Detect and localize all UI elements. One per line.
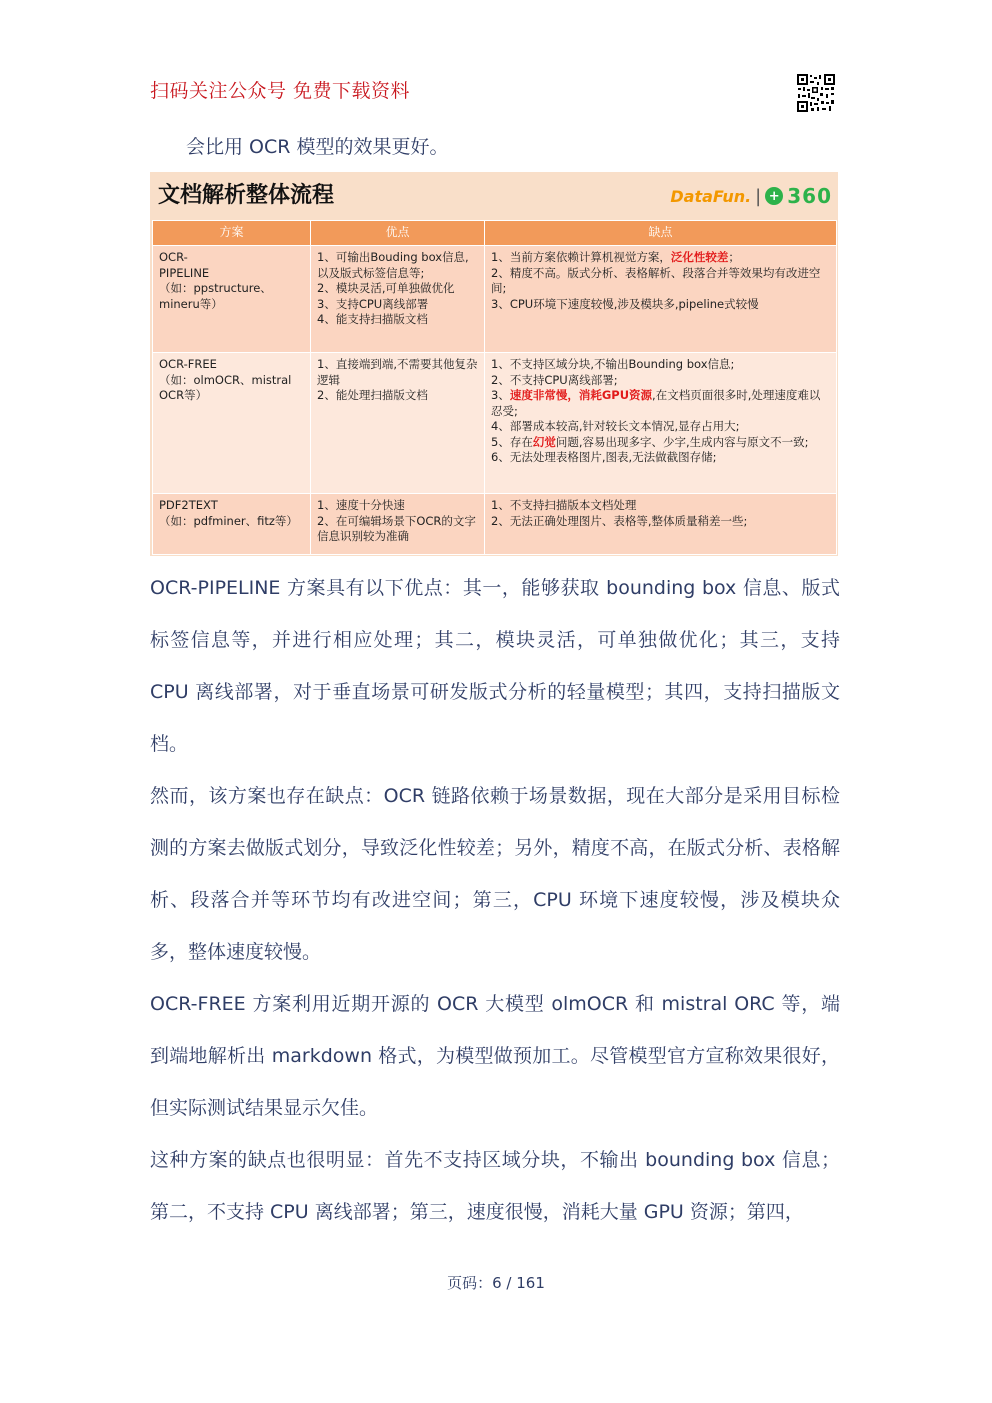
table-row — [153, 353, 837, 494]
highlight-text: 泛化性较差 — [670, 250, 729, 264]
pros-cell — [311, 494, 485, 555]
highlight-text: 速度非常慢，消耗GPU资源 — [509, 388, 653, 402]
cell-text-part: ； — [728, 250, 740, 264]
datafun-logo: DataFun. — [670, 186, 752, 206]
cell-text: （如：olmOCR、mistral OCR等） — [159, 372, 292, 402]
scheme-cell — [153, 246, 311, 353]
pros-cell — [311, 353, 485, 494]
cell-text — [491, 388, 830, 419]
qr-code-icon — [796, 73, 836, 113]
360-plus-icon: + — [765, 187, 783, 205]
body-paragraph: 这种方案的缺点也很明显：首先不支持区域分块，不输出 bounding box 信息；第二，不支持 CPU 离线部署；第三，速度很慢，消耗大量 GPU 资源；第四， — [150, 1149, 840, 1223]
cell-text: （如：ppstructure、 — [159, 281, 272, 295]
cell-text-part: ,在文档页面很多时,处理速度难以忍受; — [491, 388, 821, 418]
body-paragraph: 然而，该方案也存在缺点：OCR 链路依赖于场景数据，现在大部分是采用目标检测的方案去做版式划分，导致泛化性较差；另外，精度不高，在版式分析、表格解析、段落合并等环节均有改进空间；第三，CPU 环境下速度较慢，涉及模块众多，整体速度较慢。 — [150, 785, 840, 963]
cons-cell — [485, 353, 837, 494]
cell-text-part: 5、存在 — [491, 434, 533, 449]
cell-text: 1、可输出Bouding box信息,以及版式标签信息等; — [317, 250, 469, 280]
cell-text: 1、不支持区域分块,不输出Bounding box信息; — [491, 357, 735, 371]
logo-separator: | — [755, 185, 762, 207]
column-header: 方案 — [153, 221, 311, 246]
cell-text: 3、支持CPU离线部署 — [317, 296, 429, 311]
slide-title: 文档解析整体流程 — [158, 183, 335, 208]
page-number: 页码：6 / 161 — [447, 1274, 545, 1292]
cell-text: PIPELINE — [159, 265, 210, 280]
scheme-cell — [153, 494, 311, 555]
cell-text: 1、直接端到端,不需要其他复杂逻辑 — [317, 357, 478, 387]
cell-text: 1、速度十分快速 — [317, 498, 405, 512]
cell-text: 3、CPU环境下速度较慢,涉及模块多,pipeline式较慢 — [491, 296, 759, 311]
360-logo: 360 — [787, 184, 832, 208]
slide-logo — [670, 184, 832, 208]
cell-text: 2、无法正确处理图片、表格等,整体质量稍差一些; — [491, 513, 748, 528]
cell-text: 2、能处理扫描版文档 — [317, 388, 428, 402]
comparison-table — [152, 220, 837, 555]
cell-text: OCR- — [159, 250, 188, 264]
cell-text: 2、不支持CPU离线部署; — [491, 372, 618, 387]
highlight-text: 幻觉 — [532, 434, 556, 449]
cons-cell — [485, 246, 837, 353]
cell-text: OCR-FREE — [159, 357, 217, 371]
body-paragraph: OCR-PIPELINE 方案具有以下优点：其一，能够获取 bounding box 信息、版式标签信息等，并进行相应处理；其二，模块灵活，可单独做优化；其三，支持 CPU 离线部署，对于垂直场景可研发版式分析的轻量模型；其四，支持扫描版文档。 — [150, 577, 840, 755]
cell-text: 4、部署成本较高,针对较长文本情况,显存占用大; — [491, 419, 740, 433]
cell-text-part: 3、 — [491, 388, 510, 402]
scheme-cell — [153, 353, 311, 494]
cell-text: mineru等） — [159, 296, 223, 311]
cell-text-part: 问题,容易出现多字、少字,生成内容与原文不一致; — [555, 434, 809, 449]
column-header: 缺点 — [485, 221, 837, 246]
column-header: 优点 — [311, 221, 485, 246]
cell-text-part: 1、当前方案依赖计算机视觉方案， — [491, 250, 671, 264]
cell-text: 2、精度不高。版式分析、表格解析、段落合并等效果均有改进空间; — [491, 265, 821, 295]
cell-text — [491, 250, 830, 266]
cell-text — [491, 435, 830, 451]
cons-cell — [485, 494, 837, 555]
table-header-row — [153, 221, 837, 246]
workflow-slide-image — [150, 172, 838, 556]
cell-text: 6、无法处理表格图片,图表,无法做截图存储; — [491, 450, 717, 464]
header-promo-text: 扫码关注公众号 免费下载资料 — [150, 80, 411, 102]
table-row — [153, 246, 837, 353]
table-row — [153, 494, 837, 555]
body-paragraph: OCR-FREE 方案利用近期开源的 OCR 大模型 olmOCR 和 mistral ORC 等，端到端地解析出 markdown 格式，为模型做预加工。尽管模型官方宣称效果很好，但实际测试结果显示欠佳。 — [150, 993, 840, 1119]
cell-text: 1、不支持扫描版本文档处理 — [491, 498, 637, 512]
cell-text: 2、模块灵活,可单独做优化 — [317, 281, 455, 295]
cell-text: PDF2TEXT — [159, 498, 218, 512]
intro-line: 会比用 OCR 模型的效果更好。 — [186, 136, 449, 158]
cell-text: 2、在可编辑场景下OCR的文字信息识别较为准确 — [317, 513, 476, 543]
pros-cell — [311, 246, 485, 353]
cell-text: （如：pdfminer、fitz等） — [159, 513, 298, 528]
cell-text: 4、能支持扫描版文档 — [317, 312, 428, 326]
